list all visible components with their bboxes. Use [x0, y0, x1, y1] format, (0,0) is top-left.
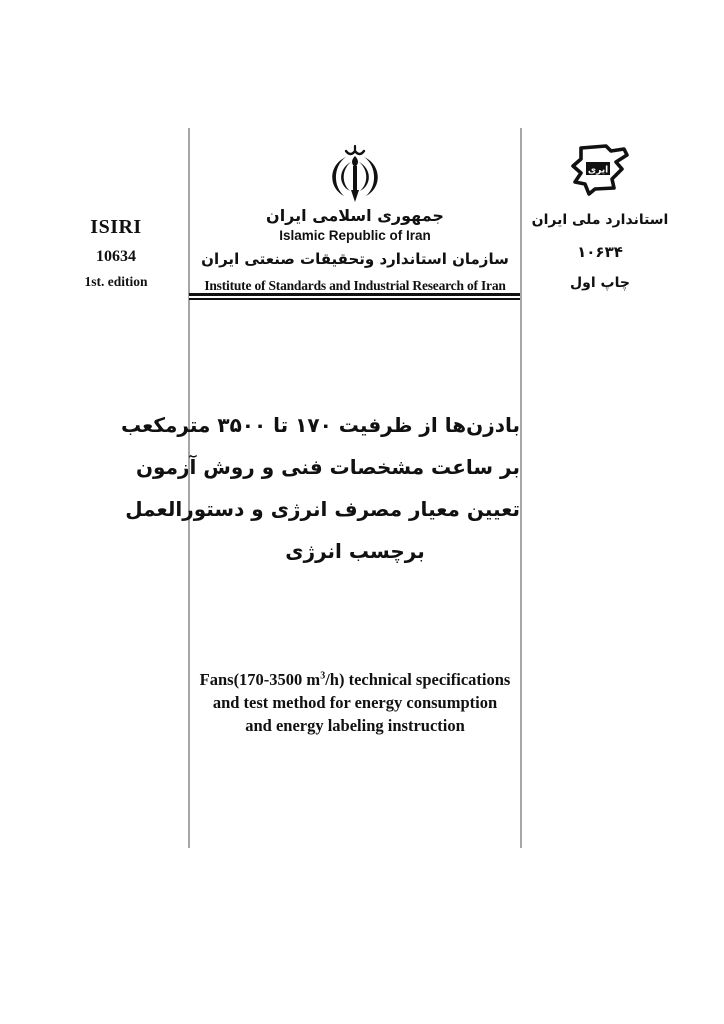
isiri-logo-icon — [568, 142, 632, 198]
persian-title-line-1: بادزن‌ها از ظرفیت ۱۷۰ تا ۳۵۰۰ مترمکعب — [120, 413, 520, 437]
right-id-block — [530, 142, 670, 291]
header-double-rule — [189, 293, 520, 300]
english-title-line-1-pre: Fans(170-3500 m — [199, 670, 321, 689]
org-abbreviation: ISIRI — [90, 216, 142, 238]
standard-number: 10634 — [96, 248, 136, 265]
english-title-line-3: and energy labeling instruction — [245, 716, 465, 735]
english-title-line-1 — [175, 668, 535, 691]
persian-title-line-3: تعیین معیار مصرف انرژی و دستورالعمل — [125, 497, 520, 521]
persian-title-line-2: بر ساعت مشخصات فنی و روش آزمون — [135, 455, 520, 479]
persian-title — [120, 404, 520, 572]
english-title — [175, 668, 535, 737]
iran-coat-of-arms-icon — [329, 144, 381, 204]
country-name-fa: جمهوری اسلامی ایران — [266, 206, 444, 225]
right-column-divider — [520, 128, 522, 848]
left-id-block — [50, 216, 182, 290]
org-name-en: Institute of Standards and Industrial Research of Iran — [204, 278, 506, 293]
center-header-block — [190, 144, 520, 294]
national-standard-label-fa: استاندارد ملی ایران — [531, 212, 669, 228]
persian-title-line-4: برچسب انرژی — [285, 539, 425, 563]
english-title-superscript: 3 — [320, 670, 326, 682]
edition-label: 1st. edition — [84, 274, 148, 289]
country-name-en: Islamic Republic of Iran — [279, 228, 431, 243]
english-title-line-2: and test method for energy consumption — [212, 693, 498, 712]
english-title-line-1-post: /h) technical specifications — [325, 670, 511, 689]
edition-label-fa: چاپ اول — [570, 275, 630, 291]
standard-number-fa: ۱۰۶۳۴ — [577, 243, 623, 261]
isiri-logo-text: ایری — [587, 165, 609, 176]
org-name-fa: سازمان استاندارد وتحقیقات صنعتی ایران — [201, 250, 509, 268]
